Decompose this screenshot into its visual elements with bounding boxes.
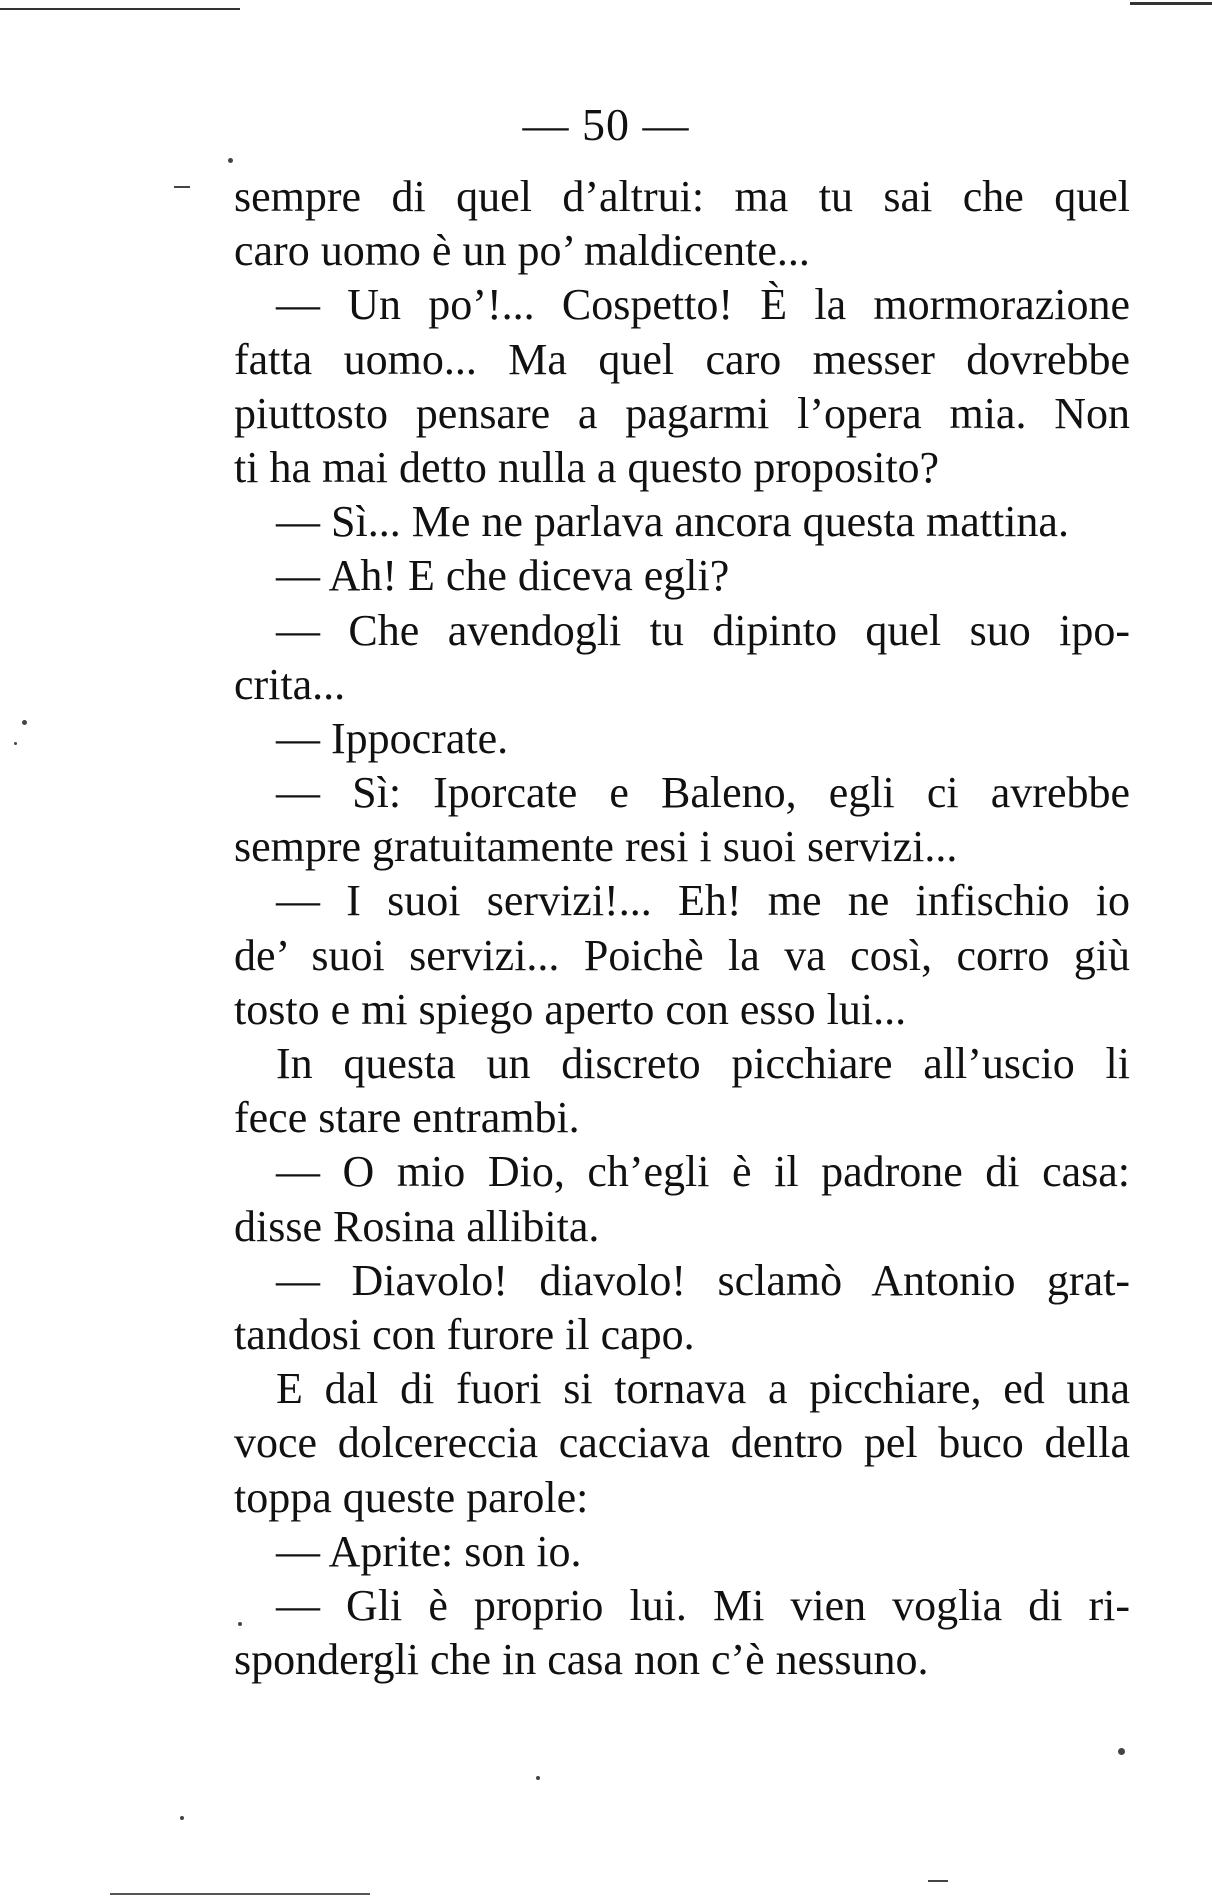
- text-line: fece stare entrambi.: [234, 1093, 580, 1143]
- scan-speck: [1118, 1748, 1125, 1755]
- text-line: — Diavolo! diavolo! sclamò Antonio grat-: [276, 1255, 1130, 1305]
- scan-speck: [22, 720, 27, 725]
- text-line: ti ha mai detto nulla a questo proposito?: [234, 442, 940, 492]
- text-line: In questa un discreto picchiare all’uscio li: [276, 1039, 1130, 1088]
- text-line: — Ah! E che diceva egli?: [276, 551, 730, 601]
- text-line: caro uomo è un po’ maldicente...: [234, 226, 810, 276]
- scan-speck: [14, 742, 17, 745]
- page-number: — 50 —: [522, 99, 690, 150]
- scan-edge-line: [110, 1893, 370, 1895]
- text-line: crita...: [234, 659, 346, 709]
- text-line: tosto e mi spiego aperto con esso lui...: [234, 984, 907, 1034]
- text-line: — Sì: Iporcate e Baleno, egli ci avrebbe: [276, 768, 1130, 818]
- text-line: fatta uomo... Ma quel caro messer dovrebbe: [234, 334, 1130, 384]
- text-line: — Che avendogli tu dipinto quel suo ipo-: [276, 605, 1130, 655]
- text-line: sempre gratuitamente resi i suoi servizi...: [234, 822, 958, 872]
- text-line: spondergli che in casa non c’è nessuno.: [234, 1635, 929, 1685]
- text-line: voce dolcereccia cacciava dentro pel buco della: [234, 1418, 1130, 1468]
- text-line: — Aprite: son io.: [276, 1526, 582, 1576]
- text-line: sempre di quel d’altrui: ma tu sai che quel: [234, 172, 1130, 221]
- text-line: piuttosto pensare a pagarmi l’opera mia. Non: [234, 388, 1130, 438]
- text-line: — O mio Dio, ch’egli è il padrone di casa:: [276, 1147, 1130, 1197]
- scan-speck: [536, 1776, 540, 1780]
- scan-edge-line: [0, 8, 240, 10]
- text-line: E dal di fuori si tornava a picchiare, ed una: [276, 1364, 1130, 1414]
- text-line: — Sì... Me ne parlava ancora questa mattina.: [276, 497, 1069, 547]
- scan-mark: [174, 186, 190, 188]
- text-line: de’ suoi servizi... Poichè la va così, corro giù: [234, 930, 1130, 980]
- text-line: disse Rosina allibita.: [234, 1201, 600, 1251]
- text-line: tandosi con furore il capo.: [234, 1309, 695, 1359]
- text-line: — Gli è proprio lui. Mi vien voglia di ri-: [276, 1580, 1130, 1630]
- scan-mark: [928, 1880, 948, 1882]
- text-line: toppa queste parole:: [234, 1472, 589, 1522]
- scan-speck: [228, 158, 233, 163]
- scan-speck: [180, 1816, 184, 1820]
- scan-edge-line: [1130, 2, 1212, 5]
- scan-speck: [238, 1622, 242, 1626]
- text-line: — Un po’!... Cospetto! È la mormorazione: [276, 280, 1130, 330]
- text-line: — I suoi servizi!... Eh! me ne infischio io: [276, 876, 1130, 926]
- body-text: [234, 170, 1130, 1687]
- text-line: — Ippocrate.: [276, 713, 509, 763]
